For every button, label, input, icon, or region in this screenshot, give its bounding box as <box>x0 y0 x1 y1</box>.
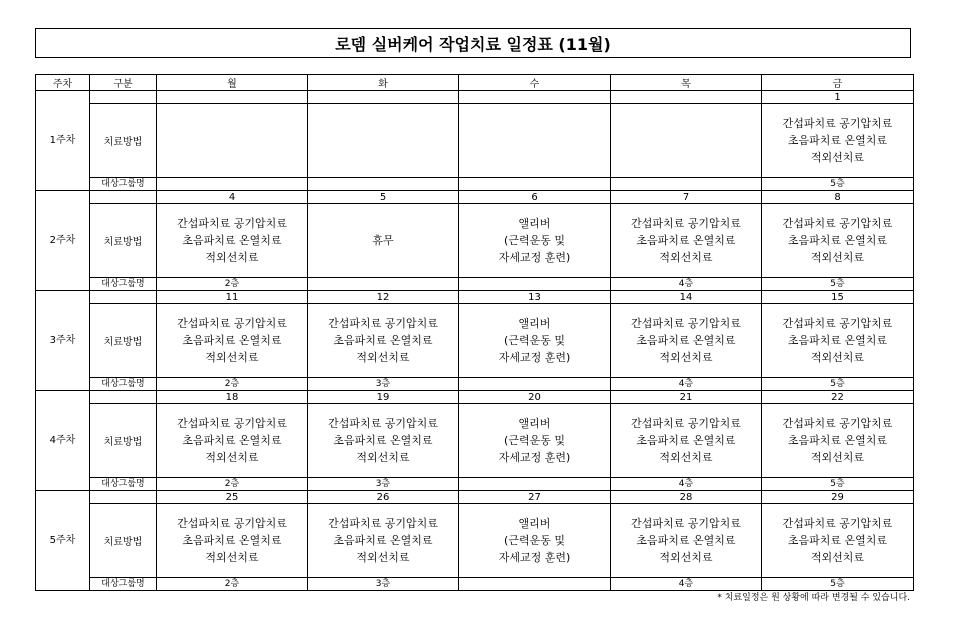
method-text: 간섭파치료 공기압치료 초음파치료 온열치료 적외선치료 <box>631 417 741 464</box>
date-cell: 25 <box>157 491 308 504</box>
group-cell: 3층 <box>308 478 459 491</box>
method-cell <box>611 204 762 278</box>
method-text: 간섭파치료 공기압치료 초음파치료 온열치료 적외선치료 <box>631 217 741 264</box>
group-cell: 4층 <box>611 278 762 291</box>
date-cell: 1 <box>762 91 914 104</box>
group-cell <box>459 278 611 291</box>
method-cell <box>611 104 762 178</box>
group-cell: 3층 <box>308 378 459 391</box>
method-text: 간섭파치료 공기압치료 초음파치료 온열치료 적외선치료 <box>177 317 287 364</box>
method-label: 치료방법 <box>90 104 157 178</box>
group-cell: 2층 <box>157 478 308 491</box>
method-cell <box>611 404 762 478</box>
method-cell <box>157 304 308 378</box>
group-cell: 2층 <box>157 578 308 591</box>
method-text: 간섭파치료 공기압치료 초음파치료 온열치료 적외선치료 <box>782 517 893 564</box>
method-cell <box>459 104 611 178</box>
header-day-wed: 수 <box>459 75 611 91</box>
date-row <box>36 391 914 404</box>
group-row <box>36 478 914 491</box>
method-cell <box>611 304 762 378</box>
date-cell: 22 <box>762 391 914 404</box>
week-label: 2주차 <box>36 191 90 291</box>
group-cell: 4층 <box>611 478 762 491</box>
group-label: 대상그룹명 <box>90 578 157 591</box>
method-cell <box>308 404 459 478</box>
header-row <box>36 75 914 91</box>
method-text: 앨리버 (근력운동 및 자세교정 훈련) <box>498 417 571 464</box>
date-cell <box>611 91 762 104</box>
method-cell <box>459 404 611 478</box>
method-cell <box>762 204 914 278</box>
method-cell <box>157 104 308 178</box>
method-cell <box>762 504 914 578</box>
method-cell <box>459 504 611 578</box>
method-text: 간섭파치료 공기압치료 초음파치료 온열치료 적외선치료 <box>782 417 893 464</box>
group-cell: 2층 <box>157 278 308 291</box>
header-day-tue: 화 <box>308 75 459 91</box>
method-cell <box>762 304 914 378</box>
date-cell: 13 <box>459 291 611 304</box>
group-label: 대상그룹명 <box>90 278 157 291</box>
date-cell <box>308 91 459 104</box>
date-row <box>36 491 914 504</box>
method-cell <box>459 204 611 278</box>
method-label: 치료방법 <box>90 304 157 378</box>
method-text: 앨리버 (근력운동 및 자세교정 훈련) <box>498 217 571 264</box>
group-cell: 2층 <box>157 378 308 391</box>
group-row <box>36 578 914 591</box>
category-blank-cell <box>90 391 157 404</box>
group-cell: 5층 <box>762 378 914 391</box>
group-label: 대상그룹명 <box>90 178 157 191</box>
group-cell <box>157 178 308 191</box>
method-cell <box>308 304 459 378</box>
category-blank-cell <box>90 291 157 304</box>
week-label: 1주차 <box>36 91 90 191</box>
method-text: 앨리버 (근력운동 및 자세교정 훈련) <box>498 517 571 564</box>
method-cell <box>157 404 308 478</box>
date-cell: 15 <box>762 291 914 304</box>
header-day-mon: 월 <box>157 75 308 91</box>
method-row <box>36 404 914 478</box>
method-text: 간섭파치료 공기압치료 초음파치료 온열치료 적외선치료 <box>177 517 287 564</box>
group-label: 대상그룹명 <box>90 478 157 491</box>
date-cell: 20 <box>459 391 611 404</box>
method-row <box>36 104 914 178</box>
category-blank-cell <box>90 491 157 504</box>
date-cell: 18 <box>157 391 308 404</box>
date-row <box>36 191 914 204</box>
date-row <box>36 291 914 304</box>
method-text: 휴무 <box>372 234 394 247</box>
header-category: 구분 <box>90 75 157 91</box>
group-cell: 3층 <box>308 578 459 591</box>
method-cell <box>157 504 308 578</box>
group-cell: 4층 <box>611 578 762 591</box>
group-row <box>36 378 914 391</box>
method-row <box>36 304 914 378</box>
method-row <box>36 504 914 578</box>
method-text: 간섭파치료 공기압치료 초음파치료 온열치료 적외선치료 <box>177 417 287 464</box>
header-week: 주차 <box>36 75 90 91</box>
date-cell: 26 <box>308 491 459 504</box>
date-cell: 7 <box>611 191 762 204</box>
week-label: 4주차 <box>36 391 90 491</box>
footnote: * 치료일정은 원 상황에 따라 변경될 수 있습니다. <box>717 593 910 603</box>
group-cell <box>459 178 611 191</box>
method-label: 치료방법 <box>90 404 157 478</box>
page-title: 로뎀 실버케어 작업치료 일정표 (11월) <box>35 28 911 58</box>
method-cell <box>308 204 459 278</box>
date-cell: 4 <box>157 191 308 204</box>
group-cell: 5층 <box>762 478 914 491</box>
date-cell: 12 <box>308 291 459 304</box>
method-cell <box>611 504 762 578</box>
group-cell: 4층 <box>611 378 762 391</box>
date-cell: 21 <box>611 391 762 404</box>
method-cell <box>308 504 459 578</box>
group-cell <box>611 178 762 191</box>
method-text: 간섭파치료 공기압치료 초음파치료 온열치료 적외선치료 <box>782 117 893 164</box>
method-cell <box>762 404 914 478</box>
method-cell <box>459 304 611 378</box>
method-cell <box>157 204 308 278</box>
week-label: 3주차 <box>36 291 90 391</box>
group-cell: 5층 <box>762 278 914 291</box>
group-cell <box>459 478 611 491</box>
group-cell <box>308 178 459 191</box>
method-cell <box>762 104 914 178</box>
method-text: 간섭파치료 공기압치료 초음파치료 온열치료 적외선치료 <box>177 217 287 264</box>
date-cell: 8 <box>762 191 914 204</box>
method-text: 간섭파치료 공기압치료 초음파치료 온열치료 적외선치료 <box>631 517 741 564</box>
method-row <box>36 204 914 278</box>
group-cell <box>308 278 459 291</box>
date-cell <box>459 91 611 104</box>
method-label: 치료방법 <box>90 204 157 278</box>
week-label: 5주차 <box>36 491 90 591</box>
method-text: 간섭파치료 공기압치료 초음파치료 온열치료 적외선치료 <box>328 417 438 464</box>
header-day-thu: 목 <box>611 75 762 91</box>
group-cell: 5층 <box>762 578 914 591</box>
group-cell: 5층 <box>762 178 914 191</box>
category-blank-cell <box>90 91 157 104</box>
method-text: 간섭파치료 공기압치료 초음파치료 온열치료 적외선치료 <box>328 517 438 564</box>
date-cell: 28 <box>611 491 762 504</box>
date-cell: 27 <box>459 491 611 504</box>
date-cell: 6 <box>459 191 611 204</box>
date-cell: 19 <box>308 391 459 404</box>
date-cell: 11 <box>157 291 308 304</box>
header-day-fri: 금 <box>762 75 914 91</box>
date-cell: 5 <box>308 191 459 204</box>
method-text: 앨리버 (근력운동 및 자세교정 훈련) <box>498 317 571 364</box>
group-cell <box>459 378 611 391</box>
date-cell <box>157 91 308 104</box>
date-cell: 14 <box>611 291 762 304</box>
method-text: 간섭파치료 공기압치료 초음파치료 온열치료 적외선치료 <box>328 317 438 364</box>
method-label: 치료방법 <box>90 504 157 578</box>
schedule-body <box>36 91 914 591</box>
group-cell <box>459 578 611 591</box>
method-text: 간섭파치료 공기압치료 초음파치료 온열치료 적외선치료 <box>782 317 893 364</box>
date-row <box>36 91 914 104</box>
schedule-table <box>35 74 914 591</box>
group-row <box>36 178 914 191</box>
group-label: 대상그룹명 <box>90 378 157 391</box>
date-cell: 29 <box>762 491 914 504</box>
category-blank-cell <box>90 191 157 204</box>
group-row <box>36 278 914 291</box>
method-text: 간섭파치료 공기압치료 초음파치료 온열치료 적외선치료 <box>631 317 741 364</box>
method-cell <box>308 104 459 178</box>
method-text: 간섭파치료 공기압치료 초음파치료 온열치료 적외선치료 <box>782 217 893 264</box>
